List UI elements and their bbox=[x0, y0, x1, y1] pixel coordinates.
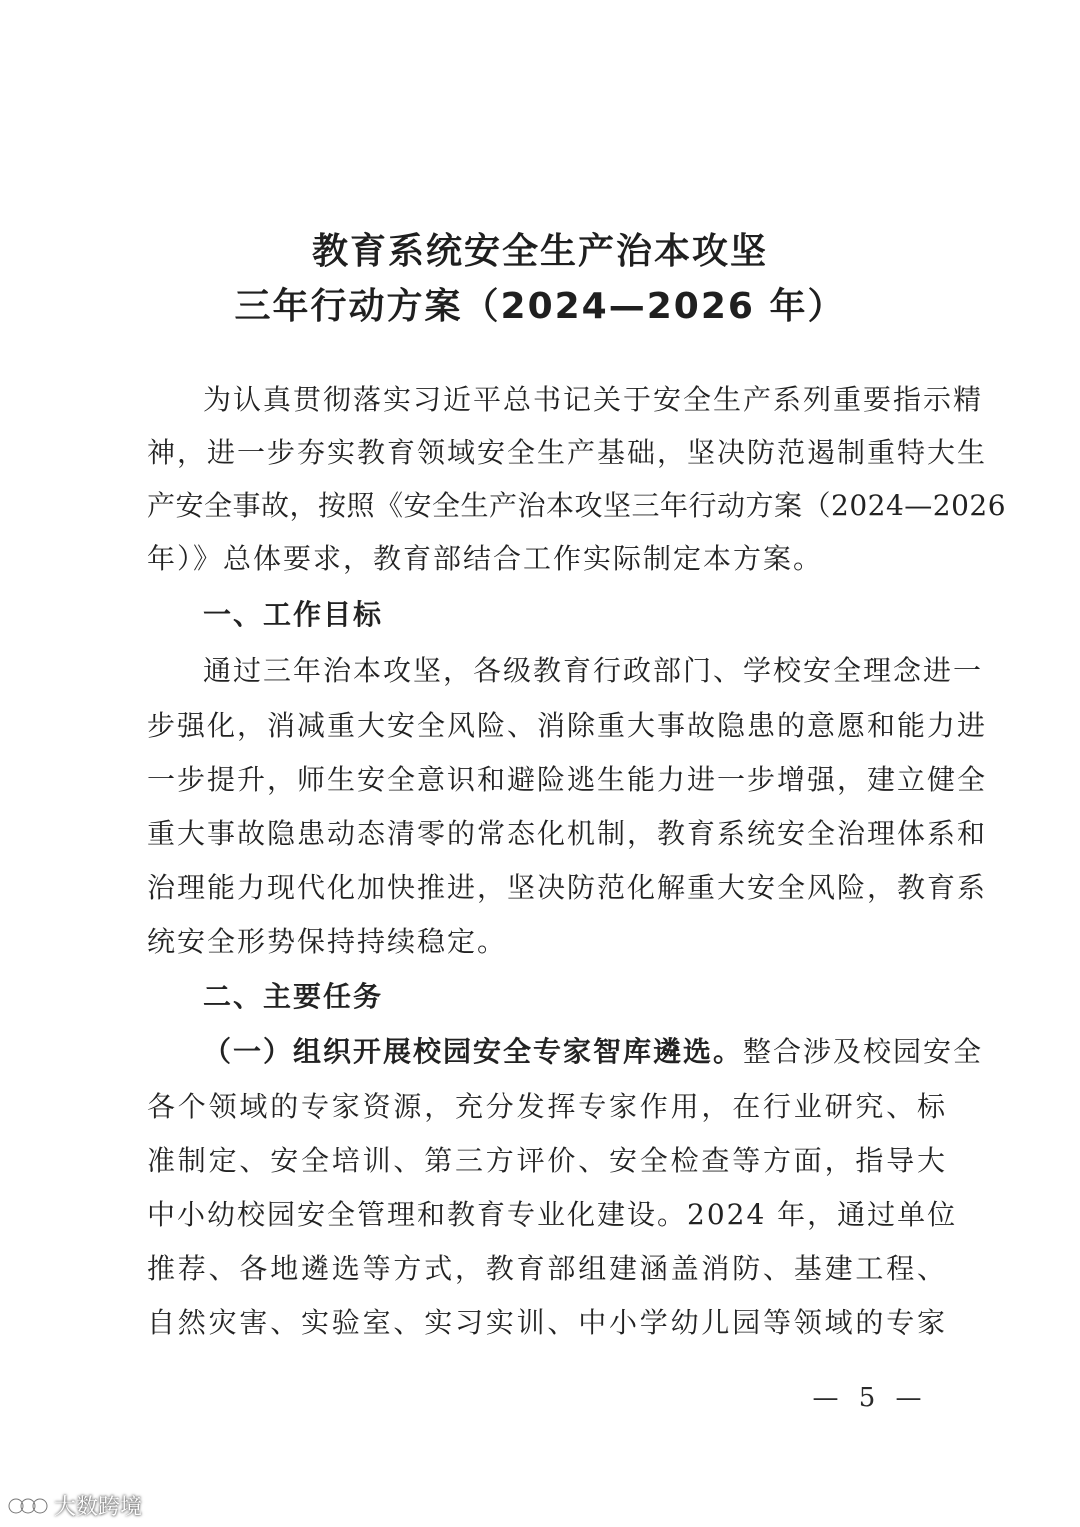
section2-line-4: 推荐、各地遴选等方式，教育部组建涵盖消防、基建工程、 bbox=[147, 1252, 947, 1285]
section2-item1-first-rest: 整合涉及校园安全 bbox=[743, 1035, 984, 1068]
intro-line-2: 神，进一步夯实教育领域安全生产基础，坚决防范遏制重特大生 bbox=[147, 436, 988, 469]
watermark bbox=[6, 1490, 142, 1521]
page-number: — 5 — bbox=[812, 1383, 928, 1413]
section1-line-2: 步强化，消减重大安全风险、消除重大事故隐患的意愿和能力进 bbox=[147, 709, 988, 742]
watermark-logo-icon bbox=[6, 1494, 50, 1518]
section1-heading: 一、工作目标 bbox=[203, 598, 384, 631]
document-title-line1: 教育系统安全生产治本攻坚 bbox=[311, 231, 768, 272]
document-title-line2: 三年行动方案（2024—2026 年） bbox=[234, 286, 846, 327]
section1-line-1: 通过三年治本攻坚，各级教育行政部门、学校安全理念进一 bbox=[203, 654, 984, 687]
section2-item1-first-line bbox=[203, 1032, 984, 1072]
section2-line-5: 自然灾害、实验室、实习实训、中小学幼儿园等领域的专家 bbox=[147, 1306, 947, 1339]
intro-line-3: 产安全事故，按照《安全生产治本攻坚三年行动方案（2024—2026 bbox=[147, 489, 1007, 522]
intro-line-1: 为认真贯彻落实习近平总书记关于安全生产系列重要指示精 bbox=[203, 383, 984, 416]
section1-line-3: 一步提升，师生安全意识和避险逃生能力进一步增强，建立健全 bbox=[147, 763, 988, 796]
section1-line-6: 统安全形势保持持续稳定。 bbox=[147, 925, 508, 958]
section2-line-3: 中小幼校园安全管理和教育专业化建设。2024 年，通过单位 bbox=[147, 1198, 958, 1231]
intro-line-4: 年）》总体要求，教育部结合工作实际制定本方案。 bbox=[147, 542, 824, 575]
watermark-text: 大数跨境 bbox=[54, 1495, 143, 1520]
section1-line-5: 治理能力现代化加快推进，坚决防范化解重大安全风险，教育系 bbox=[147, 871, 988, 904]
section2-line-1: 各个领域的专家资源，充分发挥专家作用，在行业研究、标 bbox=[147, 1090, 947, 1123]
section2-item1-title: （一）组织开展校园安全专家智库遴选。 bbox=[203, 1035, 744, 1068]
section1-line-4: 重大事故隐患动态清零的常态化机制，教育系统安全治理体系和 bbox=[147, 817, 988, 850]
section2-line-2: 准制定、安全培训、第三方评价、安全检查等方面，指导大 bbox=[147, 1144, 947, 1177]
section2-heading: 二、主要任务 bbox=[203, 980, 384, 1013]
